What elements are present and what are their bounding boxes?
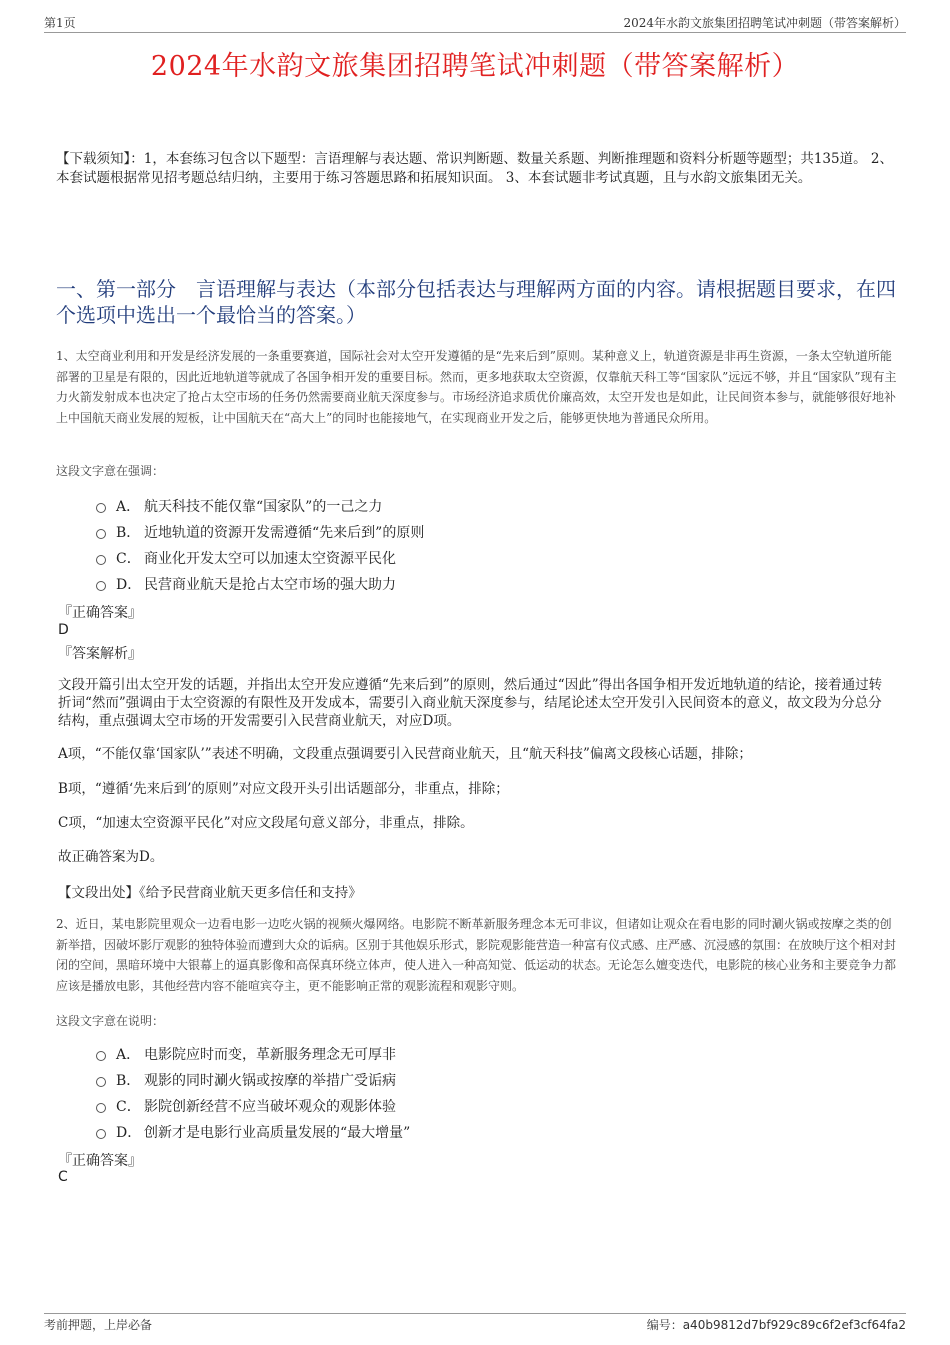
page-header — [44, 14, 906, 33]
option-c[interactable]: C． 影院创新经营不应当破坏观众的观影体验 — [96, 1093, 896, 1119]
question-1-prompt: 这段文字意在强调： — [56, 464, 165, 478]
radio-icon[interactable] — [96, 1129, 106, 1139]
question-1-analysis-label: 『答案解析』 — [58, 646, 142, 662]
question-2-answer-label: 『正确答案』 — [58, 1153, 142, 1169]
section-heading: 一、第一部分 言语理解与表达（本部分包括表达与理解两方面的内容。请根据题目要求，在四个选项中选出一个最恰当的答案。） — [56, 277, 896, 327]
question-1-analysis-a: A项，“不能仅靠‘国家队’”表述不明确，文段重点强调要引入民营商业航天，且“航天科技”偏离文段核心话题，排除； — [58, 746, 752, 762]
option-b[interactable]: B． 观影的同时涮火锅或按摩的举措广受诟病 — [96, 1067, 896, 1093]
option-b[interactable]: B． 近地轨道的资源开发需遵循“先来后到”的原则 — [96, 519, 896, 545]
question-1-conclusion: 故正确答案为D。 — [58, 849, 164, 865]
question-1-analysis-summary: 文段开篇引出太空开发的话题，并指出太空开发应遵循“先来后到”的原则，然后通过“因此”得出各国争相开发近地轨道的结论，接着通过转折词“然而”强调由于太空资源的有限性及开发成本，需要引入商业航天深度参与，结尾论述太空开发引入民间资本的意义，故文段为分总分结构，重点强调太空市场的开发需要引入民营商业航天，对应D项。 — [58, 677, 883, 729]
question-2-options — [96, 1041, 896, 1145]
document-title: 2024年水韵文旅集团招聘笔试冲刺题（带答案解析） — [150, 51, 800, 82]
option-d[interactable]: D． 民营商业航天是抢占太空市场的强大助力 — [96, 571, 896, 597]
question-1-answer-label: 『正确答案』 — [58, 605, 142, 621]
radio-icon[interactable] — [96, 1103, 106, 1113]
question-2-answer: C — [58, 1169, 68, 1185]
question-1-analysis-b: B项，“遵循‘先来后到’的原则”对应文段开头引出话题部分，非重点，排除； — [58, 781, 509, 797]
radio-icon[interactable] — [96, 1051, 106, 1061]
footer-slogan: 考前押题，上岸必备 — [44, 1318, 153, 1332]
radio-icon[interactable] — [96, 555, 106, 565]
question-1-text: 1、太空商业利用和开发是经济发展的一条重要赛道，国际社会对太空开发遵循的是“先来后到”原则。某种意义上，轨道资源是非再生资源，一条太空轨道所能部署的卫星是有限的，因此近地轨道等就成了各国争相开发的重要目标。然而，更多地获取太空资源，仅靠航天科工等“国家队”远远不够，并且“国家队”现有主力火箭发射成本也决定了抢占太空市场的任务仍然需要商业航天深度参与。市场经济追求质优价廉高效，太空开发也是如此，让民间资本参与，就能够很好地补上中国航天商业发展的短板，让中国航天在“高大上”的同时也能接地气，在实现商业开发之后，能够更快地为普通民众所用。 — [56, 349, 897, 425]
radio-icon[interactable] — [96, 503, 106, 513]
header-doc-title: 2024年水韵文旅集团招聘笔试冲刺题（带答案解析） — [623, 16, 906, 30]
question-1-source: 【文段出处】《给予民营商业航天更多信任和支持》 — [58, 885, 362, 901]
question-2-prompt: 这段文字意在说明： — [56, 1014, 165, 1028]
question-1-answer: D — [58, 622, 69, 638]
question-2-text: 2、近日，某电影院里观众一边看电影一边吃火锅的视频火爆网络。电影院不断革新服务理念本无可非议，但诸如让观众在看电影的同时涮火锅或按摩之类的创新举措，因破坏影厅观影的独特体验而遭到大众的诟病。区别于其他娱乐形式，影院观影能营造一种富有仪式感、庄严感、沉浸感的氛围：在放映厅这个相对封闭的空间，黑暗环境中大银幕上的逼真影像和高保真环绕立体声，使人进入一种高知觉、低运动的状态。无论怎么嬗变迭代，电影院的核心业务和主要竞争力都应该是播放电影，其他经营内容不能喧宾夺主，更不能影响正常的观影流程和观影守则。 — [56, 917, 897, 993]
question-1-analysis-c: C项，“加速太空资源平民化”对应文段尾句意义部分，非重点，排除。 — [58, 815, 474, 831]
page-footer — [44, 1313, 906, 1334]
download-notice: 【下载须知】：1，本套练习包含以下题型：言语理解与表达题、常识判断题、数量关系题、判断推理题和资料分析题等题型；共135道。 2、本套试题根据常见招考题总结归纳，主要用于练习答题思路和拓展知识面。 3、本套试题非考试真题，且与水韵文旅集团无关。 — [56, 151, 893, 186]
radio-icon[interactable] — [96, 529, 106, 539]
option-d[interactable]: D． 创新才是电影行业高质量发展的“最大增量” — [96, 1119, 896, 1145]
option-a[interactable]: A． 电影院应时而变，革新服务理念无可厚非 — [96, 1041, 896, 1067]
radio-icon[interactable] — [96, 581, 106, 591]
option-a[interactable]: A． 航天科技不能仅靠“国家队”的一己之力 — [96, 493, 896, 519]
radio-icon[interactable] — [96, 1077, 106, 1087]
footer-code: 编号：a40b9812d7bf929c89c6f2ef3cf64fa2 — [646, 1318, 906, 1332]
question-1-options — [96, 493, 896, 597]
page-number: 第1页 — [44, 16, 76, 30]
option-c[interactable]: C． 商业化开发太空可以加速太空资源平民化 — [96, 545, 896, 571]
